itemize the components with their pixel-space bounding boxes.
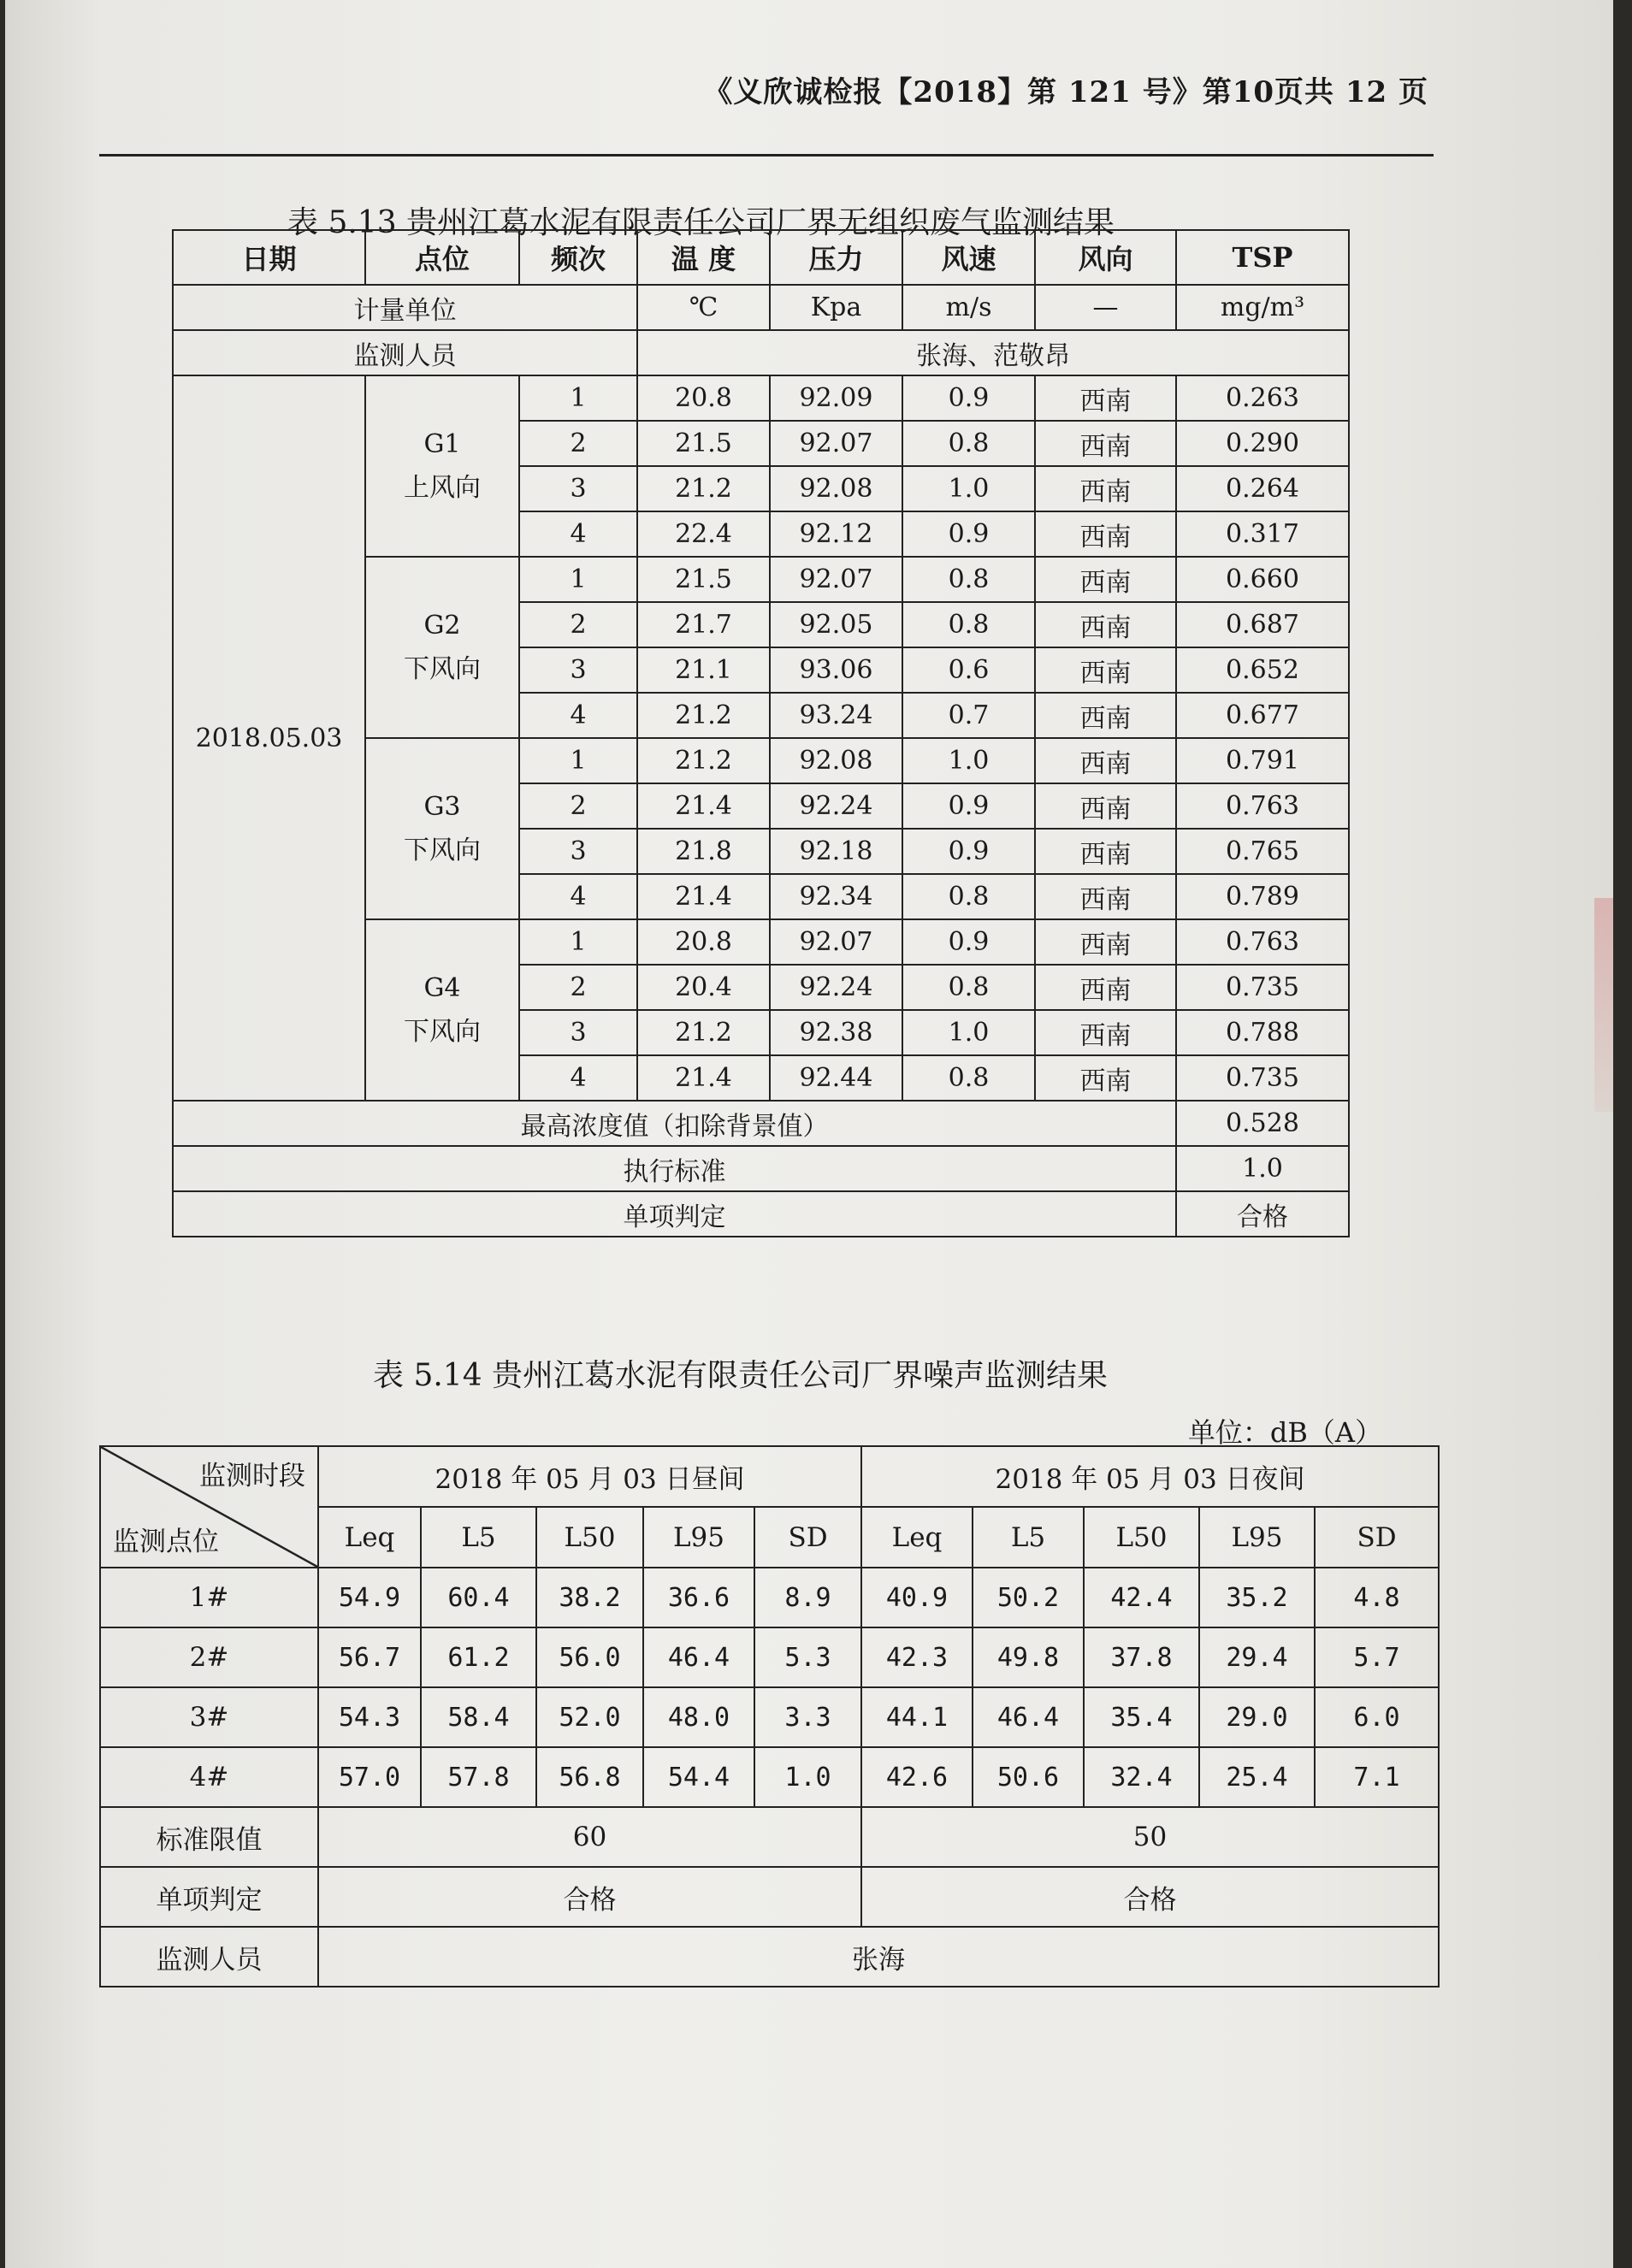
night-value-cell: 5.7 — [1315, 1627, 1439, 1687]
col-date: 日期 — [173, 230, 365, 285]
staff-names: 张海、范敬昂 — [637, 330, 1349, 375]
tsp-cell: 0.763 — [1176, 783, 1349, 829]
wind-dir-cell: 西南 — [1035, 466, 1176, 511]
summary-row — [173, 1191, 1349, 1237]
unit-wind-dir: — — [1035, 285, 1176, 330]
temp-cell: 21.2 — [637, 466, 770, 511]
wind-dir-cell: 西南 — [1035, 1010, 1176, 1055]
col-day-sd: SD — [754, 1507, 861, 1568]
unit-tsp: mg/m³ — [1176, 285, 1349, 330]
point-direction: 上风向 — [404, 472, 481, 503]
tsp-cell: 0.765 — [1176, 829, 1349, 874]
judge-row — [100, 1867, 1439, 1927]
tsp-cell: 0.263 — [1176, 375, 1349, 421]
wind-speed-cell: 1.0 — [902, 1010, 1035, 1055]
freq-cell: 4 — [519, 874, 637, 919]
point-code: G1 — [423, 428, 461, 459]
wind-speed-cell: 0.8 — [902, 602, 1035, 647]
day-value-cell: 56.7 — [318, 1627, 421, 1687]
freq-cell: 3 — [519, 466, 637, 511]
pressure-cell: 92.38 — [770, 1010, 902, 1055]
pressure-cell: 92.05 — [770, 602, 902, 647]
table-row — [100, 1687, 1439, 1747]
wind-speed-cell: 0.8 — [902, 965, 1035, 1010]
col-day-l50: L50 — [536, 1507, 643, 1568]
wind-dir-cell: 西南 — [1035, 874, 1176, 919]
page-header — [99, 60, 1434, 157]
temp-cell: 20.8 — [637, 375, 770, 421]
wind-speed-cell: 0.9 — [902, 783, 1035, 829]
wind-speed-cell: 0.9 — [902, 829, 1035, 874]
table-row — [100, 1627, 1439, 1687]
night-value-cell: 32.4 — [1084, 1747, 1199, 1807]
freq-cell: 3 — [519, 647, 637, 693]
day-value-cell: 54.4 — [643, 1747, 754, 1807]
night-value-cell: 40.9 — [861, 1568, 973, 1627]
page-edge-stain — [1594, 898, 1613, 1112]
pressure-cell: 92.07 — [770, 919, 902, 965]
pressure-cell: 92.08 — [770, 466, 902, 511]
table2-unit: 单位：dB（A） — [1187, 1416, 1382, 1449]
summary-row — [173, 1146, 1349, 1191]
temp-cell: 21.2 — [637, 693, 770, 738]
limit-label: 标准限值 — [100, 1807, 318, 1867]
document-page — [5, 0, 1613, 2268]
day-value-cell: 46.4 — [643, 1627, 754, 1687]
table-row — [100, 1568, 1439, 1627]
staff-names: 张海 — [318, 1927, 1439, 1987]
unit-wind-speed: m/s — [902, 285, 1035, 330]
pressure-cell: 92.08 — [770, 738, 902, 783]
wind-speed-cell: 1.0 — [902, 466, 1035, 511]
wind-speed-cell: 0.8 — [902, 557, 1035, 602]
night-value-cell: 46.4 — [973, 1687, 1084, 1747]
day-value-cell: 36.6 — [643, 1568, 754, 1627]
day-value-cell: 54.9 — [318, 1568, 421, 1627]
tsp-cell: 0.735 — [1176, 1055, 1349, 1101]
corner-bottom-label: 监测点位 — [113, 1527, 219, 1557]
col-night-sd: SD — [1315, 1507, 1439, 1568]
col-night-l95: L95 — [1199, 1507, 1315, 1568]
wind-dir-cell: 西南 — [1035, 693, 1176, 738]
pressure-cell: 92.12 — [770, 511, 902, 557]
wind-speed-cell: 0.9 — [902, 375, 1035, 421]
table2-header-row-1 — [100, 1446, 1439, 1507]
day-value-cell: 3.3 — [754, 1687, 861, 1747]
freq-cell: 1 — [519, 375, 637, 421]
summary-value: 0.528 — [1176, 1101, 1349, 1146]
waste-gas-table — [172, 229, 1350, 1237]
summary-label: 最高浓度值（扣除背景值） — [173, 1101, 1176, 1146]
day-value-cell: 56.8 — [536, 1747, 643, 1807]
corner-cell — [100, 1446, 318, 1568]
wind-dir-cell: 西南 — [1035, 421, 1176, 466]
wind-dir-cell: 西南 — [1035, 965, 1176, 1010]
day-value-cell: 58.4 — [421, 1687, 536, 1747]
pressure-cell: 92.07 — [770, 557, 902, 602]
night-value-cell: 35.2 — [1199, 1568, 1315, 1627]
units-row — [173, 285, 1349, 330]
pressure-cell: 92.18 — [770, 829, 902, 874]
night-value-cell: 6.0 — [1315, 1687, 1439, 1747]
night-value-cell: 49.8 — [973, 1627, 1084, 1687]
night-value-cell: 25.4 — [1199, 1747, 1315, 1807]
period-day: 2018 年 05 月 03 日昼间 — [318, 1446, 861, 1507]
corner-top-label: 监测时段 — [199, 1461, 305, 1491]
day-value-cell: 57.8 — [421, 1747, 536, 1807]
night-value-cell: 42.3 — [861, 1627, 973, 1687]
temp-cell: 21.5 — [637, 557, 770, 602]
freq-cell: 4 — [519, 1055, 637, 1101]
temp-cell: 22.4 — [637, 511, 770, 557]
date-cell: 2018.05.03 — [173, 375, 365, 1101]
col-night-l50: L50 — [1084, 1507, 1199, 1568]
col-wind-dir: 风向 — [1035, 230, 1176, 285]
wind-dir-cell: 西南 — [1035, 829, 1176, 874]
pressure-cell: 92.09 — [770, 375, 902, 421]
temp-cell: 21.4 — [637, 874, 770, 919]
freq-cell: 3 — [519, 829, 637, 874]
col-temp: 温 度 — [637, 230, 770, 285]
wind-dir-cell: 西南 — [1035, 783, 1176, 829]
summary-label: 执行标准 — [173, 1146, 1176, 1191]
point-direction: 下风向 — [404, 835, 481, 865]
point-cell: 4# — [100, 1747, 318, 1807]
tsp-cell: 0.735 — [1176, 965, 1349, 1010]
wind-speed-cell: 0.8 — [902, 1055, 1035, 1101]
tsp-cell: 0.677 — [1176, 693, 1349, 738]
day-value-cell: 52.0 — [536, 1687, 643, 1747]
col-freq: 频次 — [519, 230, 637, 285]
tsp-cell: 0.652 — [1176, 647, 1349, 693]
night-value-cell: 42.4 — [1084, 1568, 1199, 1627]
point-cell: 3# — [100, 1687, 318, 1747]
freq-cell: 1 — [519, 738, 637, 783]
wind-dir-cell: 西南 — [1035, 602, 1176, 647]
day-value-cell: 60.4 — [421, 1568, 536, 1627]
day-value-cell: 1.0 — [754, 1747, 861, 1807]
summary-label: 单项判定 — [173, 1191, 1176, 1237]
wind-dir-cell: 西南 — [1035, 511, 1176, 557]
pressure-cell: 92.07 — [770, 421, 902, 466]
point-direction: 下风向 — [404, 1016, 481, 1047]
tsp-cell: 0.791 — [1176, 738, 1349, 783]
tsp-cell: 0.788 — [1176, 1010, 1349, 1055]
wind-speed-cell: 0.8 — [902, 421, 1035, 466]
temp-cell: 21.2 — [637, 1010, 770, 1055]
staff-label: 监测人员 — [100, 1927, 318, 1987]
night-value-cell: 35.4 — [1084, 1687, 1199, 1747]
staff-label: 监测人员 — [173, 330, 637, 375]
wind-dir-cell: 西南 — [1035, 647, 1176, 693]
freq-cell: 1 — [519, 557, 637, 602]
day-value-cell: 61.2 — [421, 1627, 536, 1687]
noise-table — [99, 1445, 1440, 1987]
temp-cell: 21.5 — [637, 421, 770, 466]
wind-dir-cell: 西南 — [1035, 557, 1176, 602]
tsp-cell: 0.763 — [1176, 919, 1349, 965]
staff-row — [100, 1927, 1439, 1987]
summary-row — [173, 1101, 1349, 1146]
table-row — [173, 375, 1349, 421]
freq-cell: 2 — [519, 783, 637, 829]
wind-speed-cell: 0.7 — [902, 693, 1035, 738]
night-value-cell: 37.8 — [1084, 1627, 1199, 1687]
wind-speed-cell: 0.8 — [902, 874, 1035, 919]
units-label: 计量单位 — [173, 285, 637, 330]
point-cell: 2# — [100, 1627, 318, 1687]
point-cell: 1# — [100, 1568, 318, 1627]
judge-night: 合格 — [861, 1867, 1439, 1927]
freq-cell: 2 — [519, 421, 637, 466]
col-day-l95: L95 — [643, 1507, 754, 1568]
col-pressure: 压力 — [770, 230, 902, 285]
point-cell — [365, 919, 519, 1101]
wind-speed-cell: 0.9 — [902, 511, 1035, 557]
unit-temp: ℃ — [637, 285, 770, 330]
col-night-l5: L5 — [973, 1507, 1084, 1568]
temp-cell: 21.2 — [637, 738, 770, 783]
pressure-cell: 93.06 — [770, 647, 902, 693]
summary-value: 合格 — [1176, 1191, 1349, 1237]
table1-header-row — [173, 230, 1349, 285]
night-value-cell: 29.0 — [1199, 1687, 1315, 1747]
col-night-leq: Leq — [861, 1507, 973, 1568]
freq-cell: 4 — [519, 693, 637, 738]
pressure-cell: 92.24 — [770, 965, 902, 1010]
judge-day: 合格 — [318, 1867, 861, 1927]
wind-dir-cell: 西南 — [1035, 738, 1176, 783]
wind-speed-cell: 0.9 — [902, 919, 1035, 965]
point-direction: 下风向 — [404, 653, 481, 684]
point-code: G3 — [423, 791, 461, 822]
staff-row — [173, 330, 1349, 375]
tsp-cell: 0.687 — [1176, 602, 1349, 647]
night-value-cell: 44.1 — [861, 1687, 973, 1747]
limit-day: 60 — [318, 1807, 861, 1867]
unit-pressure: Kpa — [770, 285, 902, 330]
period-night: 2018 年 05 月 03 日夜间 — [861, 1446, 1439, 1507]
temp-cell: 21.1 — [637, 647, 770, 693]
pressure-cell: 92.24 — [770, 783, 902, 829]
day-value-cell: 5.3 — [754, 1627, 861, 1687]
day-value-cell: 54.3 — [318, 1687, 421, 1747]
day-value-cell: 48.0 — [643, 1687, 754, 1747]
temp-cell: 21.4 — [637, 1055, 770, 1101]
tsp-cell: 0.290 — [1176, 421, 1349, 466]
point-cell — [365, 375, 519, 557]
day-value-cell: 8.9 — [754, 1568, 861, 1627]
col-day-leq: Leq — [318, 1507, 421, 1568]
freq-cell: 4 — [519, 511, 637, 557]
day-value-cell: 38.2 — [536, 1568, 643, 1627]
temp-cell: 20.8 — [637, 919, 770, 965]
limit-row — [100, 1807, 1439, 1867]
pressure-cell: 92.34 — [770, 874, 902, 919]
temp-cell: 21.7 — [637, 602, 770, 647]
col-day-l5: L5 — [421, 1507, 536, 1568]
tsp-cell: 0.317 — [1176, 511, 1349, 557]
day-value-cell: 57.0 — [318, 1747, 421, 1807]
col-point: 点位 — [365, 230, 519, 285]
table1-caption: 表 5.13 贵州江葛水泥有限责任公司厂界无组织废气监测结果 — [287, 205, 1115, 240]
summary-value: 1.0 — [1176, 1146, 1349, 1191]
tsp-cell: 0.660 — [1176, 557, 1349, 602]
col-wind-speed: 风速 — [902, 230, 1035, 285]
freq-cell: 3 — [519, 1010, 637, 1055]
wind-dir-cell: 西南 — [1035, 919, 1176, 965]
freq-cell: 2 — [519, 602, 637, 647]
temp-cell: 21.8 — [637, 829, 770, 874]
temp-cell: 20.4 — [637, 965, 770, 1010]
wind-dir-cell: 西南 — [1035, 1055, 1176, 1101]
table-row — [100, 1747, 1439, 1807]
tsp-cell: 0.789 — [1176, 874, 1349, 919]
freq-cell: 2 — [519, 965, 637, 1010]
table2-caption: 表 5.14 贵州江葛水泥有限责任公司厂界噪声监测结果 — [373, 1358, 1109, 1393]
wind-speed-cell: 0.6 — [902, 647, 1035, 693]
night-value-cell: 50.2 — [973, 1568, 1084, 1627]
corner-diagonal — [101, 1447, 317, 1567]
night-value-cell: 29.4 — [1199, 1627, 1315, 1687]
night-value-cell: 42.6 — [861, 1747, 973, 1807]
night-value-cell: 4.8 — [1315, 1568, 1439, 1627]
report-reference: 《义欣诚检报【2018】第 121 号》第10页共 12 页 — [703, 75, 1428, 109]
wind-speed-cell: 1.0 — [902, 738, 1035, 783]
wind-dir-cell: 西南 — [1035, 375, 1176, 421]
night-value-cell: 7.1 — [1315, 1747, 1439, 1807]
judge-label: 单项判定 — [100, 1867, 318, 1927]
tsp-cell: 0.264 — [1176, 466, 1349, 511]
point-cell — [365, 738, 519, 919]
pressure-cell: 92.44 — [770, 1055, 902, 1101]
day-value-cell: 56.0 — [536, 1627, 643, 1687]
col-tsp: TSP — [1176, 230, 1349, 285]
limit-night: 50 — [861, 1807, 1439, 1867]
point-code: G2 — [423, 610, 461, 641]
pressure-cell: 93.24 — [770, 693, 902, 738]
point-cell — [365, 557, 519, 738]
temp-cell: 21.4 — [637, 783, 770, 829]
night-value-cell: 50.6 — [973, 1747, 1084, 1807]
point-code: G4 — [423, 972, 461, 1003]
freq-cell: 1 — [519, 919, 637, 965]
